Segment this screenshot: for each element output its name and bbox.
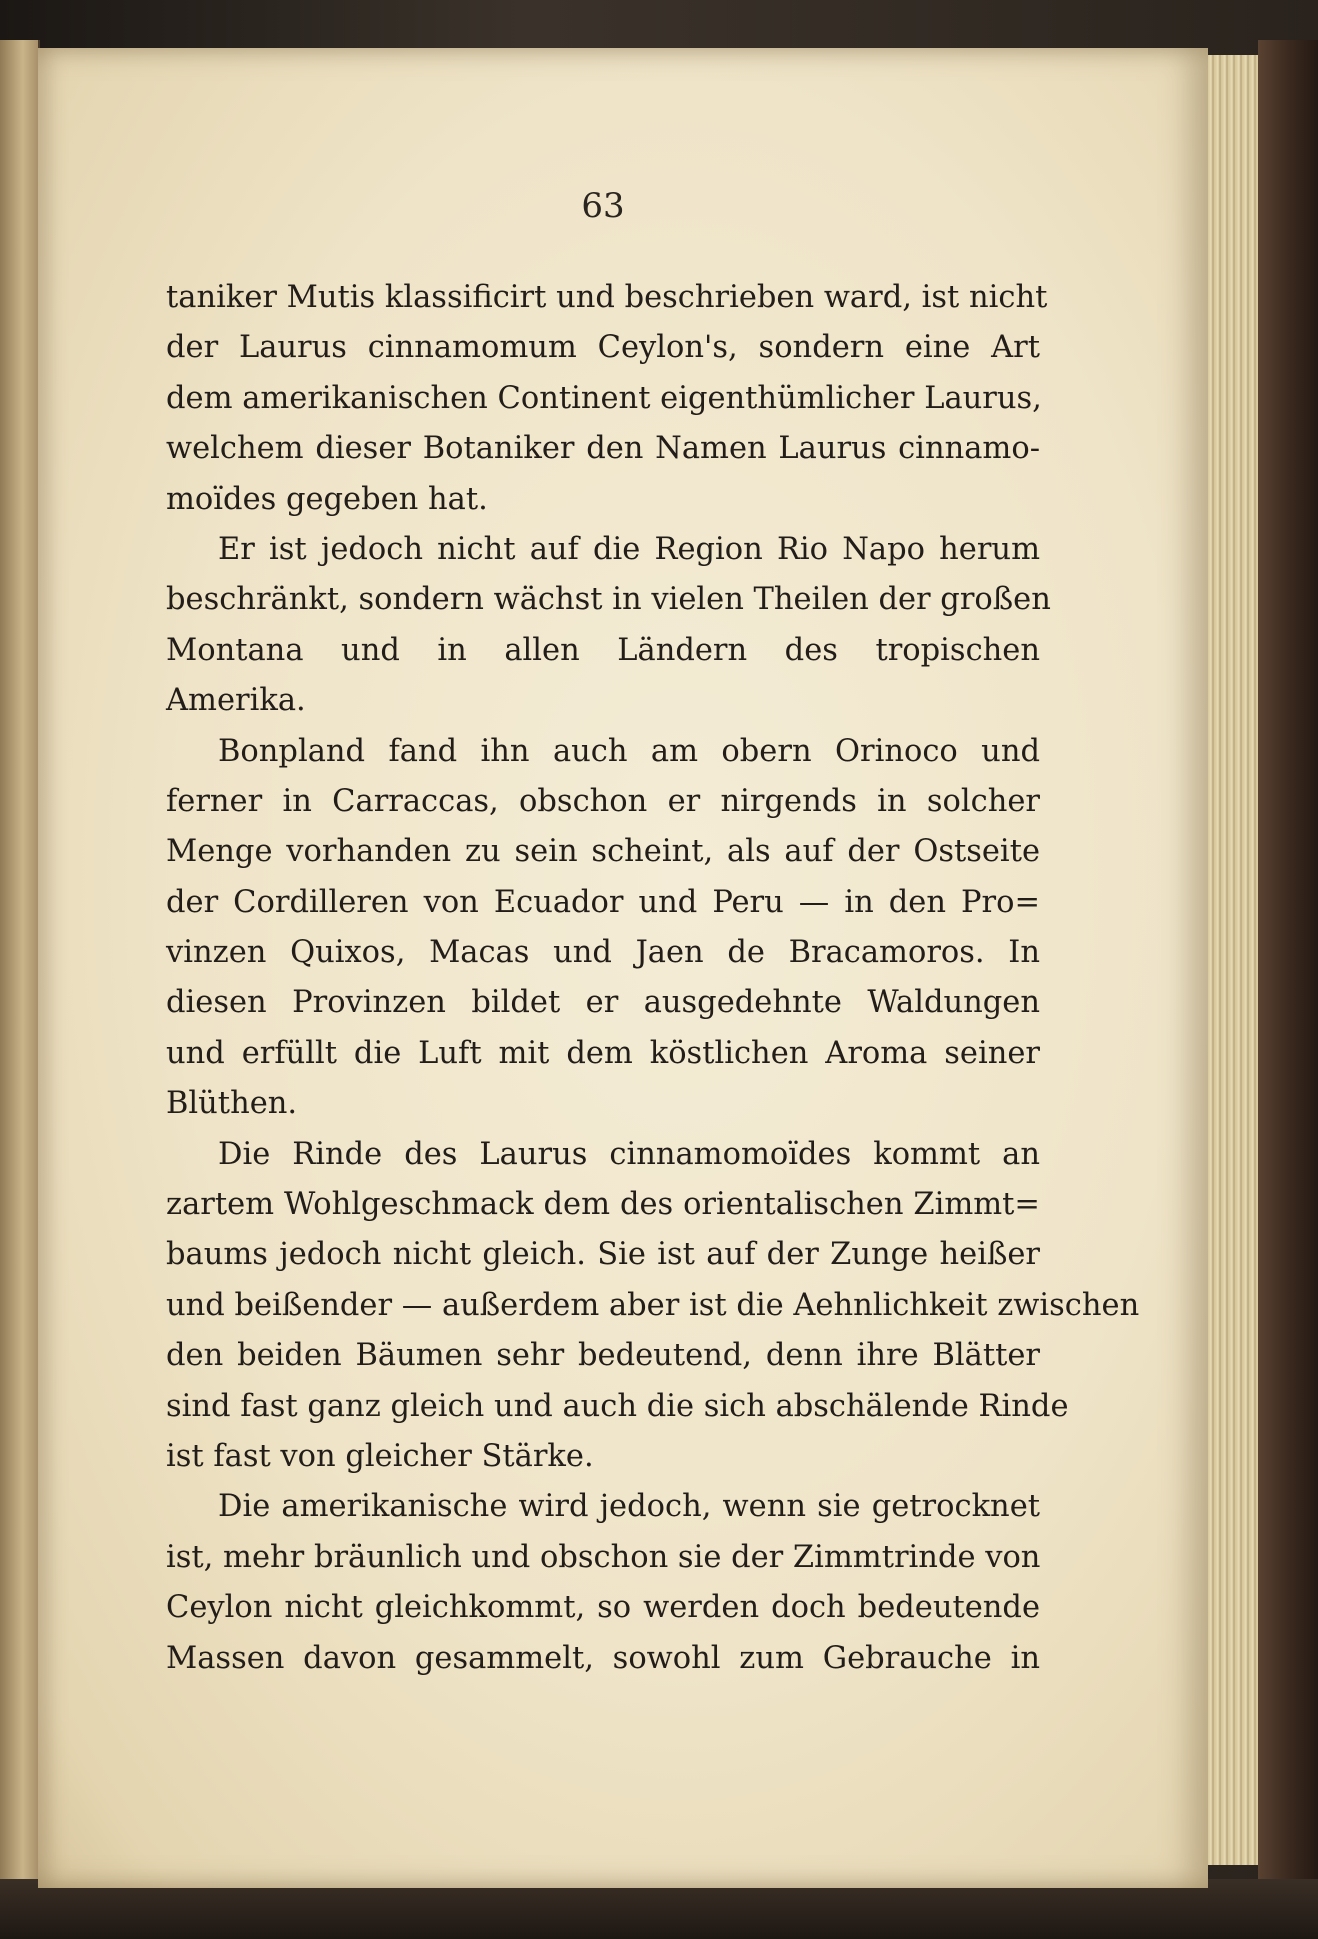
- text-line: beschränkt, sondern wächst in vielen Theilen der großen: [166, 582, 1051, 618]
- left-page-edge: [0, 40, 40, 1910]
- text-line: taniker Mutis klassificirt und beschrieben ward, ist nicht: [166, 280, 1048, 315]
- text-line: sind fast ganz gleich und auch die sich abschälende Rinde: [166, 1388, 1069, 1424]
- text-line: Massen davon gesammelt, sowohl zum Gebrauche in: [166, 1640, 1040, 1676]
- book-page: [38, 48, 1208, 1888]
- text-line: moïdes gegeben hat.: [166, 481, 488, 517]
- paragraph: [166, 1130, 1140, 1483]
- text-line: den beiden Bäumen sehr bedeutend, denn ihre Blätter: [166, 1338, 1040, 1374]
- book-cover-bottom: [0, 1879, 1318, 1939]
- text-line: Ceylon nicht gleichkommt, so werden doch bedeutende: [166, 1590, 1040, 1626]
- text-line: vinzen Quixos, Macas und Jaen de Bracamoros. In: [166, 935, 1040, 971]
- paragraph: [166, 1482, 1040, 1684]
- page-stack-edge: [1207, 55, 1258, 1865]
- text-line: der Cordilleren von Ecuador und Peru — in den Pro=: [166, 884, 1040, 920]
- text-line: diesen Provinzen bildet er ausgedehnte Waldungen: [166, 985, 1040, 1021]
- text-line: Er ist jedoch nicht auf die Region Rio Napo herum: [218, 531, 1040, 567]
- text-line: Menge vorhanden zu sein scheint, als auf der Ostseite: [166, 834, 1040, 870]
- paragraph: [166, 727, 1040, 1130]
- text-line: Montana und in allen Ländern des tropischen: [166, 632, 1040, 668]
- body-text: [166, 273, 1140, 1684]
- text-line: Blüthen.: [166, 1086, 298, 1122]
- text-line: und erfüllt die Luft mit dem köstlichen Aroma seiner: [166, 1035, 1040, 1071]
- text-line: der Laurus cinnamomum Ceylon's, sondern eine Art: [166, 330, 1040, 366]
- page-number: 63: [581, 186, 625, 226]
- text-line: ist fast von gleicher Stärke.: [166, 1438, 594, 1474]
- paragraph: [166, 525, 1051, 727]
- text-line: und beißender — außerdem aber ist die Aehnlichkeit zwischen: [166, 1287, 1140, 1323]
- text-line: Die amerikanische wird jedoch, wenn sie getrocknet: [218, 1489, 1040, 1525]
- text-line: baums jedoch nicht gleich. Sie ist auf der Zunge heißer: [166, 1237, 1040, 1273]
- text-line: Die Rinde des Laurus cinnamomoïdes kommt an: [218, 1136, 1040, 1172]
- book-cover-right: [1258, 40, 1318, 1920]
- text-line: ferner in Carraccas, obschon er nirgends in solcher: [166, 783, 1040, 819]
- text-line: zartem Wohlgeschmack dem des orientalischen Zimmt=: [166, 1187, 1040, 1223]
- text-line: Amerika.: [166, 683, 306, 719]
- text-line: ist, mehr bräunlich und obschon sie der Zimmtrinde von: [166, 1539, 1041, 1575]
- text-line: welchem dieser Botaniker den Namen Laurus cinnamo-: [166, 431, 1040, 467]
- text-line: Bonpland fand ihn auch am obern Orinoco und: [218, 733, 1040, 769]
- paragraph: [166, 273, 1048, 525]
- text-line: dem amerikanischen Continent eigenthümlicher Laurus,: [166, 380, 1042, 416]
